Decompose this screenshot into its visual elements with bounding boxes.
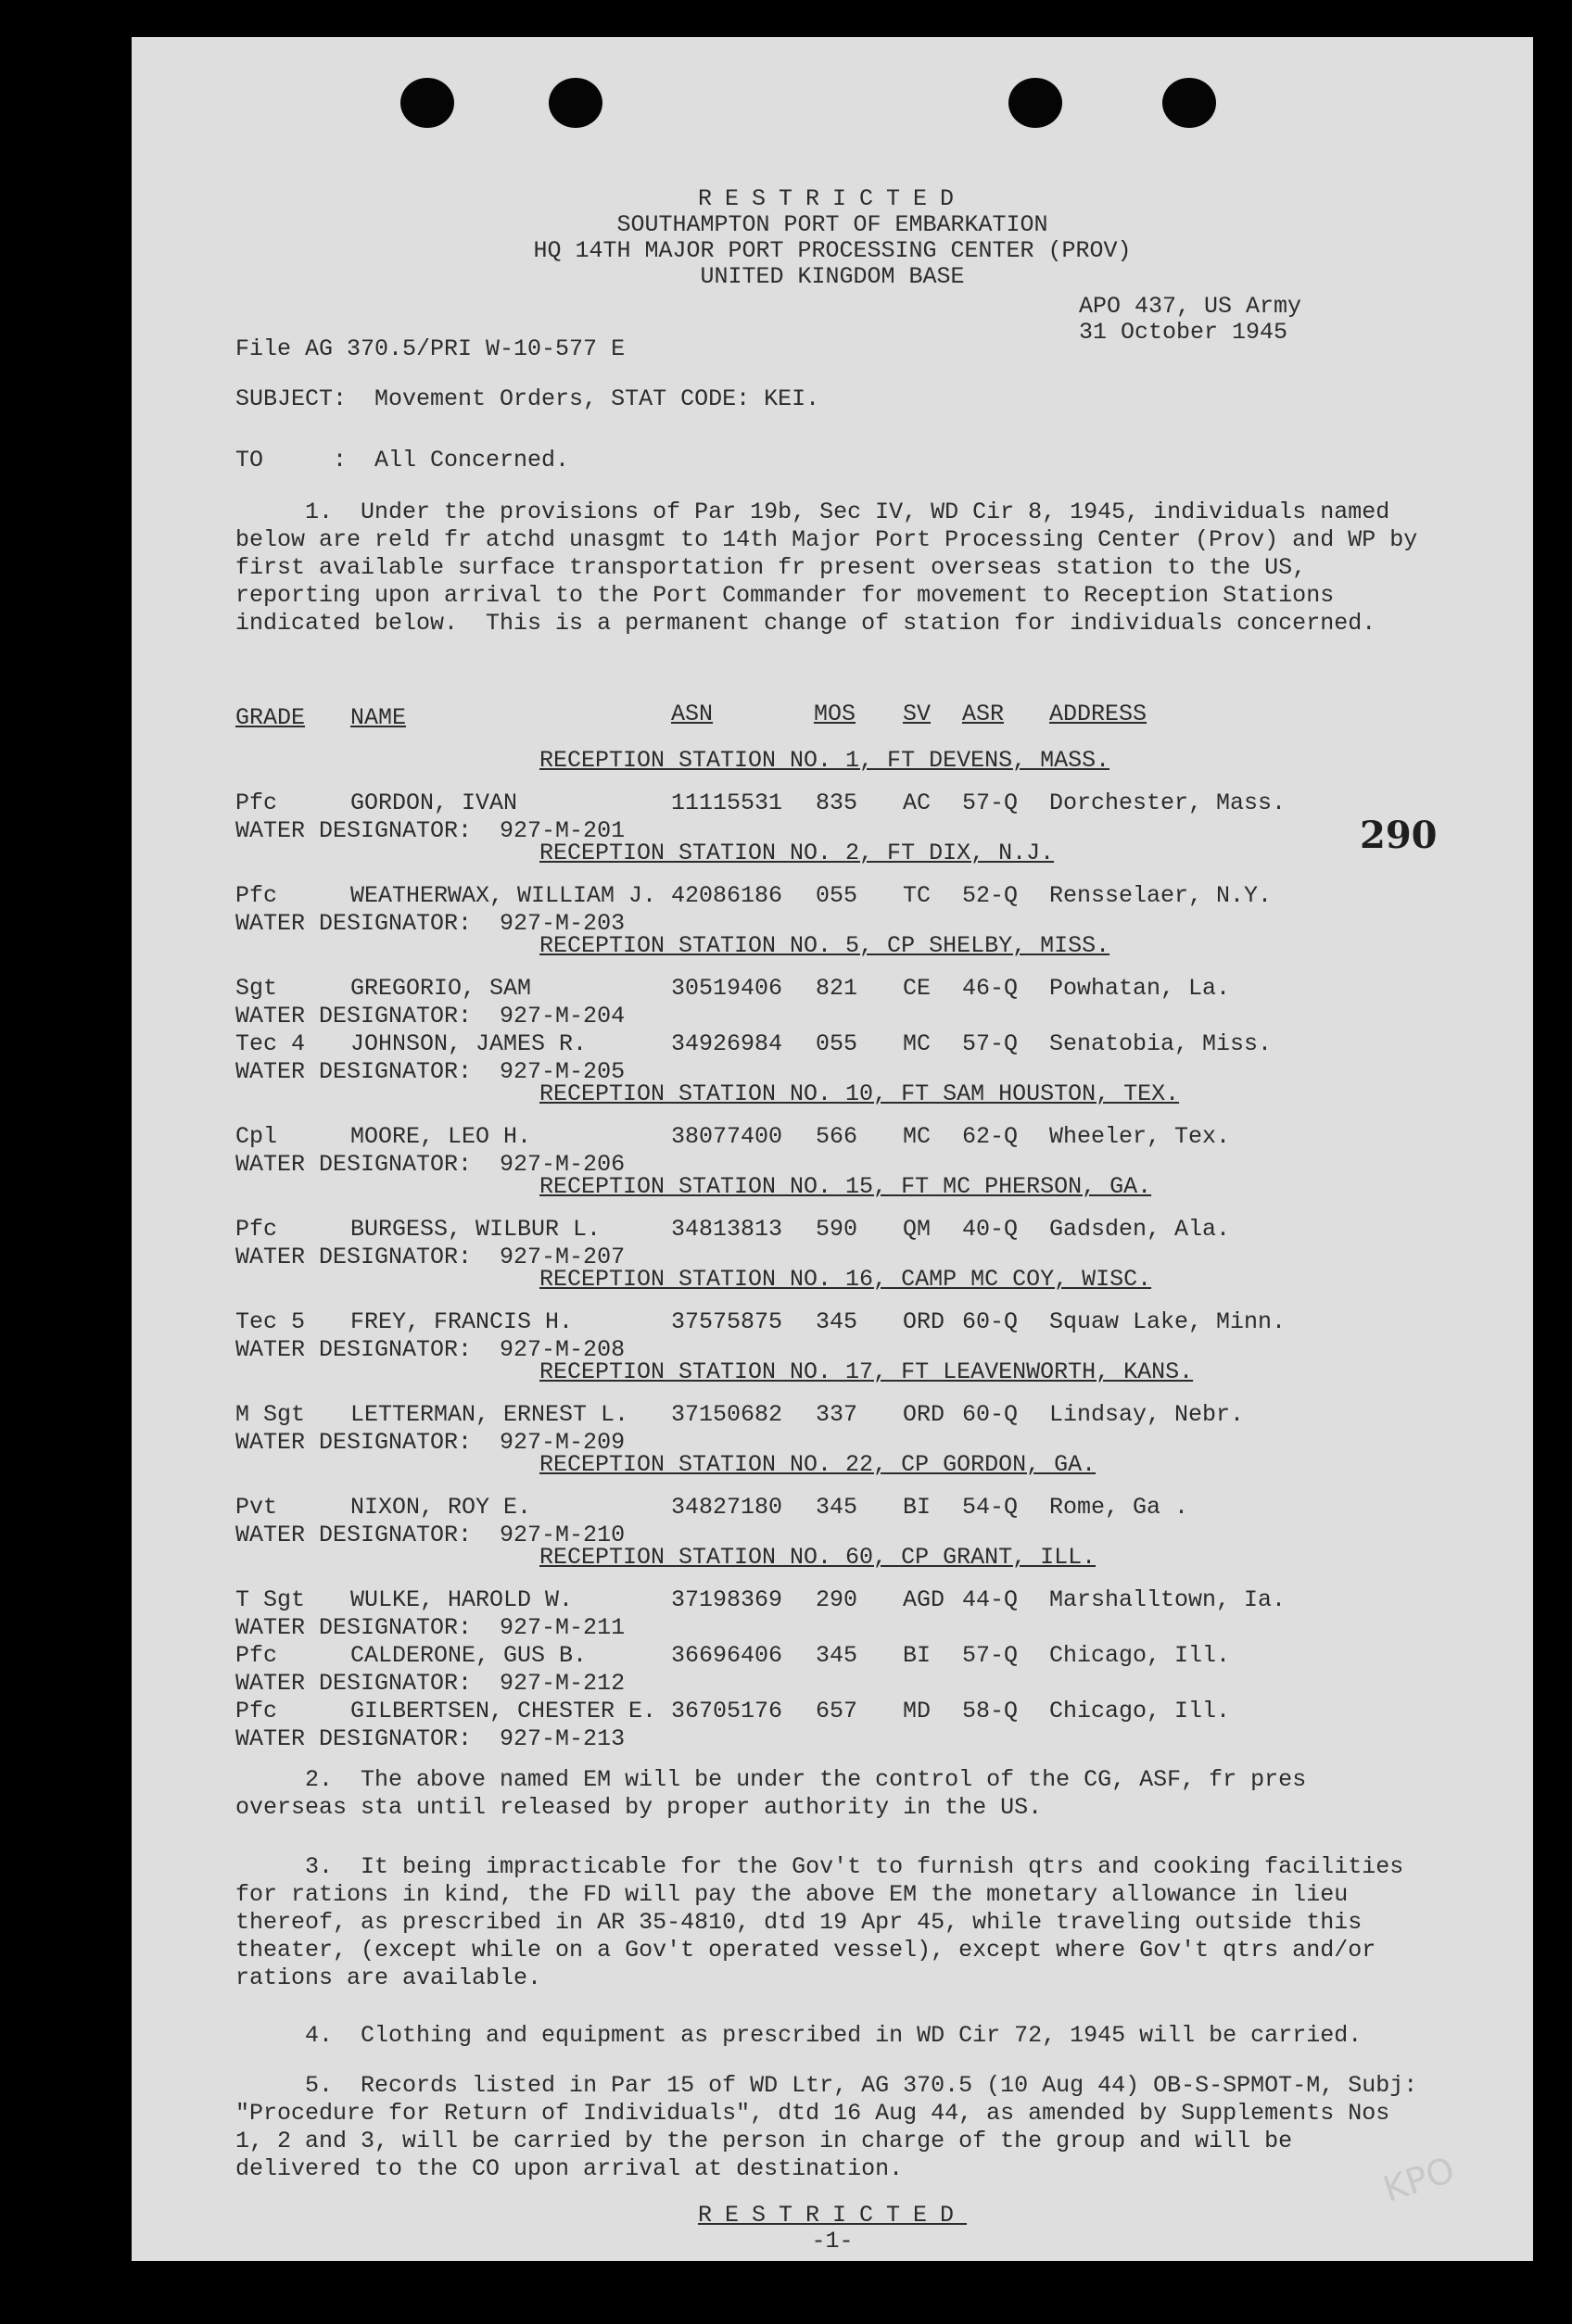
roster-asr: 46-Q [962,975,1019,1002]
reception-station-heading: RECEPTION STATION NO. 22, CP GORDON, GA. [539,1451,1097,1478]
roster-address: Dorchester, Mass. [1049,789,1287,816]
water-designator: WATER DESIGNATOR: 927-M-209 [235,1429,626,1456]
roster-mos: 835 [816,789,858,816]
roster-name: CALDERONE, GUS B. [350,1642,588,1669]
water-designator: WATER DESIGNATOR: 927-M-207 [235,1244,626,1270]
column-header-sv: SV [903,701,932,727]
reception-station-heading: RECEPTION STATION NO. 5, CP SHELBY, MISS. [539,932,1110,959]
water-designator: WATER DESIGNATOR: 927-M-203 [235,910,626,937]
roster-mos: 055 [816,1030,858,1057]
roster-name: LETTERMAN, ERNEST L. [350,1401,629,1428]
water-designator: WATER DESIGNATOR: 927-M-204 [235,1003,626,1029]
roster-sv: MC [903,1030,932,1057]
roster-asr: 52-Q [962,882,1019,909]
water-designator: WATER DESIGNATOR: 927-M-210 [235,1522,626,1548]
reception-station-heading: RECEPTION STATION NO. 2, FT DIX, N.J. [539,840,1055,866]
roster-name: NIXON, ROY E. [350,1494,532,1521]
reception-station-heading: RECEPTION STATION NO. 16, CAMP MC COY, WISC. [539,1266,1152,1293]
reception-station-heading: RECEPTION STATION NO. 10, FT SAM HOUSTON, TEX. [539,1080,1180,1107]
footer-restricted: RESTRICTED [697,2202,968,2229]
roster-sv: BI [903,1494,932,1521]
apo-line: APO 437, US Army [1079,293,1302,320]
roster-asn: 36705176 [671,1698,783,1724]
water-designator: WATER DESIGNATOR: 927-M-213 [235,1725,626,1752]
roster-address: Gadsden, Ala. [1049,1216,1231,1243]
roster-asr: 60-Q [962,1308,1019,1335]
roster-asn: 34827180 [671,1494,783,1521]
roster-grade: Tec 5 [235,1308,306,1335]
subject-line: SUBJECT: Movement Orders, STAT CODE: KEI. [235,385,820,412]
page-number: -1- [811,2228,854,2255]
punch-hole [1162,78,1216,128]
roster-sv: QM [903,1216,932,1243]
roster-asn: 37198369 [671,1586,783,1613]
roster-address: Chicago, Ill. [1049,1698,1231,1724]
roster-asr: 57-Q [962,789,1019,816]
water-designator: WATER DESIGNATOR: 927-M-208 [235,1336,626,1363]
roster-name: FREY, FRANCIS H. [350,1308,574,1335]
document-page [132,37,1533,2261]
reception-station-heading: RECEPTION STATION NO. 1, FT DEVENS, MASS. [539,747,1110,774]
punch-hole [549,78,602,128]
paragraph-2: 2. The above named EM will be under the control of the CG, ASF, fr pres overseas sta until released by proper authority in the US. [235,1766,1321,1821]
roster-mos: 590 [816,1216,858,1243]
roster-asr: 62-Q [962,1123,1019,1150]
roster-sv: AGD [903,1586,945,1613]
roster-grade: Pfc [235,1698,278,1724]
roster-address: Squaw Lake, Minn. [1049,1308,1287,1335]
roster-sv: BI [903,1642,932,1669]
water-designator: WATER DESIGNATOR: 927-M-211 [235,1614,626,1641]
roster-asr: 54-Q [962,1494,1019,1521]
roster-asr: 60-Q [962,1401,1019,1428]
roster-name: GREGORIO, SAM [350,975,532,1002]
roster-grade: Cpl [235,1123,278,1150]
column-header-grade: GRADE [235,704,306,731]
roster-name: MOORE, LEO H. [350,1123,532,1150]
column-header-asn: ASN [671,701,714,727]
paragraph-4: 4. Clothing and equipment as prescribed in WD Cir 72, 1945 will be carried. [235,2022,1363,2049]
roster-mos: 345 [816,1308,858,1335]
roster-sv: MD [903,1698,932,1724]
roster-asr: 44-Q [962,1586,1019,1613]
roster-sv: AC [903,789,932,816]
roster-asn: 34813813 [671,1216,783,1243]
file-reference: File AG 370.5/PRI W-10-577 E [235,335,626,362]
roster-asn: 34926984 [671,1030,783,1057]
roster-mos: 345 [816,1494,858,1521]
roster-sv: MC [903,1123,932,1150]
roster-asn: 42086186 [671,882,783,909]
punch-hole [400,78,454,128]
column-header-address: ADDRESS [1049,701,1147,727]
roster-grade: T Sgt [235,1586,306,1613]
date-line: 31 October 1945 [1079,319,1288,346]
column-header-name: NAME [350,704,407,731]
roster-asr: 58-Q [962,1698,1019,1724]
roster-grade: Sgt [235,975,278,1002]
water-designator: WATER DESIGNATOR: 927-M-206 [235,1151,626,1178]
roster-sv: CE [903,975,932,1002]
water-designator: WATER DESIGNATOR: 927-M-205 [235,1058,626,1085]
roster-address: Rome, Ga . [1049,1494,1189,1521]
roster-name: BURGESS, WILBUR L. [350,1216,602,1243]
roster-mos: 566 [816,1123,858,1150]
roster-grade: Pfc [235,1216,278,1243]
roster-address: Senatobia, Miss. [1049,1030,1273,1057]
water-designator: WATER DESIGNATOR: 927-M-212 [235,1670,626,1697]
roster-address: Marshalltown, Ia. [1049,1586,1287,1613]
roster-address: Powhatan, La. [1049,975,1231,1002]
paragraph-5: 5. Records listed in Par 15 of WD Ltr, AG 370.5 (10 Aug 44) OB-S-SPMOT-M, Subj: "Procedure for Return of Individuals", dtd 16 Aug 44, as amended by Supplements Nos 1, 2 and 3, will be carried by the person in charge of the group and will be delivered to the CO upon arrival at destination. [235,2072,1432,2182]
roster-asn: 30519406 [671,975,783,1002]
punch-hole [1008,78,1062,128]
roster-sv: ORD [903,1308,945,1335]
header-line-2: HQ 14TH MAJOR PORT PROCESSING CENTER (PROV) [533,237,1132,264]
header-line-1: SOUTHAMPTON PORT OF EMBARKATION [616,211,1048,238]
roster-name: GILBERTSEN, CHESTER E. [350,1698,657,1724]
column-header-asr: ASR [962,701,1005,727]
roster-grade: Tec 4 [235,1030,306,1057]
roster-name: GORDON, IVAN [350,789,518,816]
roster-name: JOHNSON, JAMES R. [350,1030,588,1057]
margin-pencil-mark: KPO [1378,2149,1460,2210]
roster-name: WEATHERWAX, WILLIAM J. [350,882,657,909]
roster-address: Chicago, Ill. [1049,1642,1231,1669]
roster-asn: 38077400 [671,1123,783,1150]
column-header-mos: MOS [814,701,856,727]
reception-station-heading: RECEPTION STATION NO. 60, CP GRANT, ILL. [539,1544,1097,1571]
roster-sv: ORD [903,1401,945,1428]
roster-address: Lindsay, Nebr. [1049,1401,1245,1428]
roster-grade: Pfc [235,882,278,909]
roster-grade: Pvt [235,1494,278,1521]
roster-asr: 57-Q [962,1030,1019,1057]
to-line: TO : All Concerned. [235,447,570,474]
roster-grade: Pfc [235,1642,278,1669]
roster-mos: 345 [816,1642,858,1669]
roster-asr: 57-Q [962,1642,1019,1669]
header-restricted: RESTRICTED [697,185,968,212]
roster-address: Rensselaer, N.Y. [1049,882,1273,909]
reception-station-heading: RECEPTION STATION NO. 17, FT LEAVENWORTH, KANS. [539,1358,1194,1385]
roster-mos: 337 [816,1401,858,1428]
reception-station-heading: RECEPTION STATION NO. 15, FT MC PHERSON, GA. [539,1173,1152,1200]
roster-name: WULKE, HAROLD W. [350,1586,574,1613]
water-designator: WATER DESIGNATOR: 927-M-201 [235,817,626,844]
stamp-number: 290 [1360,814,1438,857]
paragraph-3: 3. It being impracticable for the Gov't to furnish qtrs and cooking facilities for rations in kind, the FD will pay the above EM the monetary allowance in lieu thereof, as prescribed in AR 35-4810, dtd 19 Apr 45, while traveling outside this theater, (except while on a Gov't operated vessel), except where Gov't qtrs and/or rations are available. [235,1853,1418,1991]
roster-asn: 37575875 [671,1308,783,1335]
roster-address: Wheeler, Tex. [1049,1123,1231,1150]
roster-mos: 657 [816,1698,858,1724]
roster-grade: M Sgt [235,1401,306,1428]
roster-asn: 11115531 [671,789,783,816]
roster-mos: 290 [816,1586,858,1613]
roster-asn: 37150682 [671,1401,783,1428]
roster-sv: TC [903,882,932,909]
paragraph-1: 1. Under the provisions of Par 19b, Sec IV, WD Cir 8, 1945, individuals named below are reld fr atchd unasgmt to 14th Major Port Processing Center (Prov) and WP by first available surface transportation fr present overseas station to the US, reporting upon arrival to the Port Commander for movement to Reception Stations indicated below. This is a permanent change of station for individuals concerned. [235,499,1432,637]
roster-asr: 40-Q [962,1216,1019,1243]
roster-mos: 821 [816,975,858,1002]
roster-asn: 36696406 [671,1642,783,1669]
roster-mos: 055 [816,882,858,909]
roster-grade: Pfc [235,789,278,816]
header-line-3: UNITED KINGDOM BASE [700,263,965,290]
